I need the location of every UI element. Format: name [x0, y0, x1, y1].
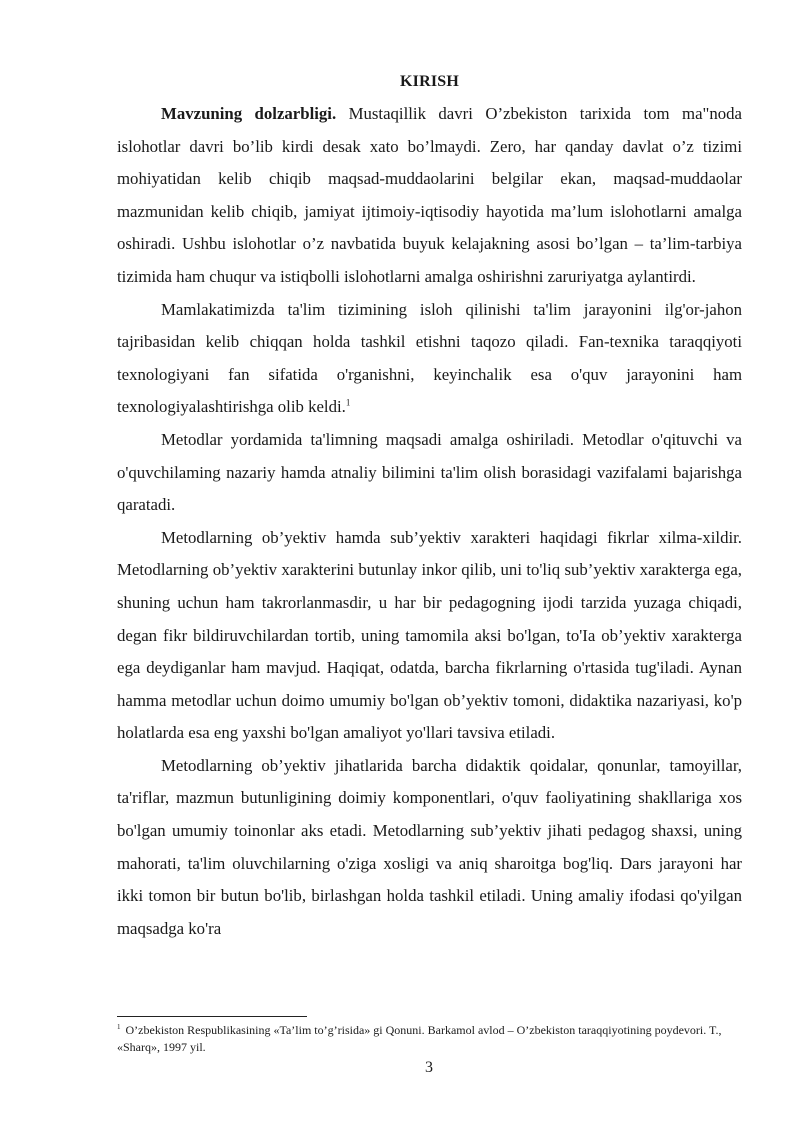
paragraph-body: Mamlakatimizda ta'lim tizimining isloh qilinishi ta'lim jarayonini ilg'or-jahon tajribasidan kelib chiqqan holda tashkil etishni taqozo qiladi. Fan-texnika taraqqiyoti texnologiyani fan sifatida o'rganishni, keyinchalik esa o'quv jarayonini ham texnologiyalashtirishga olib keldi. [117, 299, 742, 417]
paragraph-body: Metodlarning ob’yektiv hamda sub’yektiv xarakteri haqidagi fikrlar xilma-xildir. Metodlarning ob’yektiv xarakterini butunlay inkor qilib, uni to'liq sub’yektiv xarakterga ega, shuning uchun ham takrorlanmasdir, u har bir pedagogning ijodi tarzida yuzaga chiqadi, degan fikr bildiruvchilardan tortib, uning tamomila aksi bo'lgan, to'Ia ob’yektiv xarakterga ega deydiganlar ham mavjud. Haqiqat, odatda, barcha fikrlarning o'rtasida tug'iladi. Aynan hamma metodlar uchun doimo umumiy bo'lgan ob’yektiv tomoni, didaktika nazariyasi, ko'p holatlarda esa eng yaxshi bo'lgan amaliyot yo'llari tavsiva etiladi. [117, 527, 742, 743]
paragraph-methods-character [117, 522, 742, 750]
document-page [117, 72, 742, 945]
paragraph-lead: Mavzuning dolzarbligi. [161, 104, 337, 123]
paragraph-body: Metodlar yordamida ta'limning maqsadi amalga oshiriladi. Metodlar o'qituvchi va o'quvchilaming nazariy hamda atnaliy bilimini ta'lim olish borasidagi vazifalami bajarishga qaratadi. [117, 429, 742, 515]
footnote-divider [117, 1016, 307, 1017]
paragraph-relevance [117, 98, 742, 294]
page-number: 3 [425, 1059, 433, 1076]
paragraph-methods-goal [117, 424, 742, 522]
footnote-marker: 1 [117, 1023, 121, 1031]
section-heading: KIRISH [400, 73, 459, 90]
paragraph-education-reform [117, 294, 742, 424]
paragraph-body: Metodlarning ob’yektiv jihatlarida barcha didaktik qoidalar, qonunlar, tamoyillar, ta'riflar, mazmun butunligining doimiy komponentlari, o'quv faoliyatining shakllariga xos bo'lgan umumiy toinonlar aks etadi. Metodlarning sub’yektiv jihati pedagog shaxsi, uning mahorati, ta'lim oluvchilarning o'ziga xosligi va aniq sharoitga bog'liq. Dars jarayoni har ikki tomon bir butun bo'lib, birlashgan holda tashkil etiladi. Uning amaliy ifodasi qo'yilgan maqsadga ko'ra [117, 755, 742, 938]
footnote-text: O’zbekiston Respublikasining «Ta’lim to’g’risida» gi Qonuni. Barkamol avlod – O’zbekiston taraqqiyotining poydevori. T., «Sharq», 1997 yil. [117, 1023, 722, 1054]
paragraph-body: Mustaqillik davri O’zbekiston tarixida tom ma"noda islohotlar davri bo’lib kirdi desak xato bo’lmaydi. Zero, har qanday davlat o’z tizimi mohiyatidan kelib chiqib maqsad-muddaolarini belgilar ekan, maqsad-muddaolar mazmunidan kelib chiqib, jamiyat ijtimoiy-iqtisodiy hayotida ma’lum islohotlarni amalga oshiradi. Ushbu islohotlar o’z navbatida buyuk kelajakning asosi bo’lgan – ta’lim-tarbiya tizimida ham chuqur va istiqbolli islohotlarni amalga oshirishni zaruriyatga aylantirdi. [117, 104, 742, 286]
paragraph-methods-aspects [117, 750, 742, 946]
footnote [117, 1022, 742, 1056]
footnote-reference[interactable]: 1 [345, 397, 351, 408]
